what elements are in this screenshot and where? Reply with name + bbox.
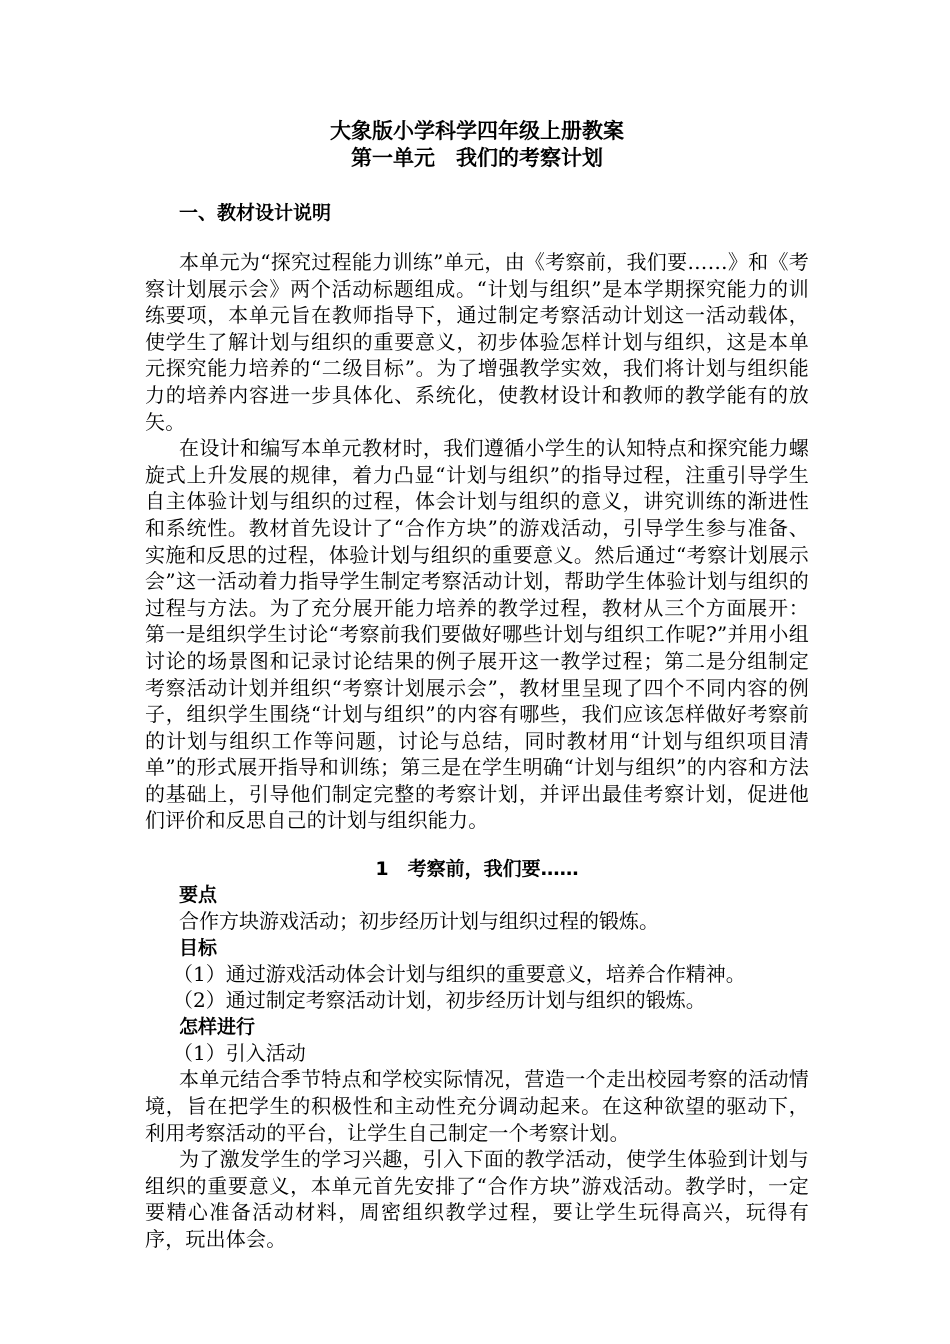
key-points-text: 合作方块游戏活动；初步经历计划与组织过程的锻炼。	[179, 909, 659, 934]
goals-label: 目标	[179, 936, 218, 959]
body-paragraph: 在设计和编写本单元教材时，我们遵循小学生的认知特点和探究能力螺旋式上升发展的规律，着力凸显“计划与组织”的指导过程，注重引导学生自主体验计划与组织的过程，体会计划与组织的意义，讲究训练的渐进性和系统性。教材首先设计了“合作方块”的游戏活动，引导学生参与准备、实施和反思的过程，体验计划与组织的重要意义。然后通过“考察计划展示会”这一活动着力指导学生制定考察活动计划，帮助学生体验计划与组织的过程与方法。为了充分展开能力培养的教学过程，教材从三个方面展开：第一是组织学生讨论“考察前我们要做好哪些计划与组织工作呢?”并用小组讨论的场景图和记录讨论结果的例子展开这一教学过程；第二是分组制定考察活动计划并组织“考察计划展示会”，教材里呈现了四个不同内容的例子，组织学生围绕“计划与组织”的内容有哪些，我们应该怎样做好考察前的计划与组织工作等问题，讨论与总结，同时教材用“计划与组织项目清单”的形式展开指导和训练；第三是在学生明确“计划与组织”的内容和方法的基础上，引导他们制定完整的考察计划，并评出最佳考察计划，促进他们评价和反思自己的计划与组织能力。	[145, 436, 809, 833]
procedure-label: 怎样进行	[179, 1015, 256, 1038]
goal-item: （2）通过制定考察活动计划，初步经历计划与组织的锻炼。	[173, 988, 706, 1013]
document-title: 大象版小学科学四年级上册教案	[330, 119, 624, 143]
lesson-title: 1 考察前，我们要……	[375, 858, 579, 881]
procedure-paragraph: 本单元结合季节特点和学校实际情况，营造一个走出校园考察的活动情境，旨在把学生的积极性和主动性充分调动起来。在这种欲望的驱动下，利用考察活动的平台，让学生自己制定一个考察计划。	[145, 1067, 809, 1145]
body-paragraph: 本单元为“探究过程能力训练”单元，由《考察前，我们要……》和《考察计划展示会》两个活动标题组成。“计划与组织”是本学期探究能力的训练要项，本单元旨在教师指导下，通过制定考察活动计划这一活动载体，使学生了解计划与组织的重要意义，初步体验怎样计划与组织，这是本单元探究能力培养的“二级目标”。为了增强教学实效，我们将计划与组织能力的培养内容进一步具体化、系统化，使教材设计和教师的教学能有的放矢。	[145, 250, 809, 434]
goal-item: （1）通过游戏活动体会计划与组织的重要意义，培养合作精神。	[173, 961, 746, 986]
section-heading-design: 一、教材设计说明	[179, 202, 332, 224]
document-page	[145, 118, 809, 1253]
key-points-label: 要点	[179, 884, 218, 907]
procedure-paragraph: 为了激发学生的学习兴趣，引入下面的教学活动，使学生体验到计划与组织的重要意义，本单元首先安排了“合作方块”游戏活动。教学时，一定要精心准备活动材料，周密组织教学过程，要让学生玩得高兴，玩得有序，玩出体会。	[145, 1147, 809, 1251]
procedure-step: （1）引入活动	[173, 1040, 306, 1065]
unit-title: 第一单元 我们的考察计划	[351, 146, 603, 170]
